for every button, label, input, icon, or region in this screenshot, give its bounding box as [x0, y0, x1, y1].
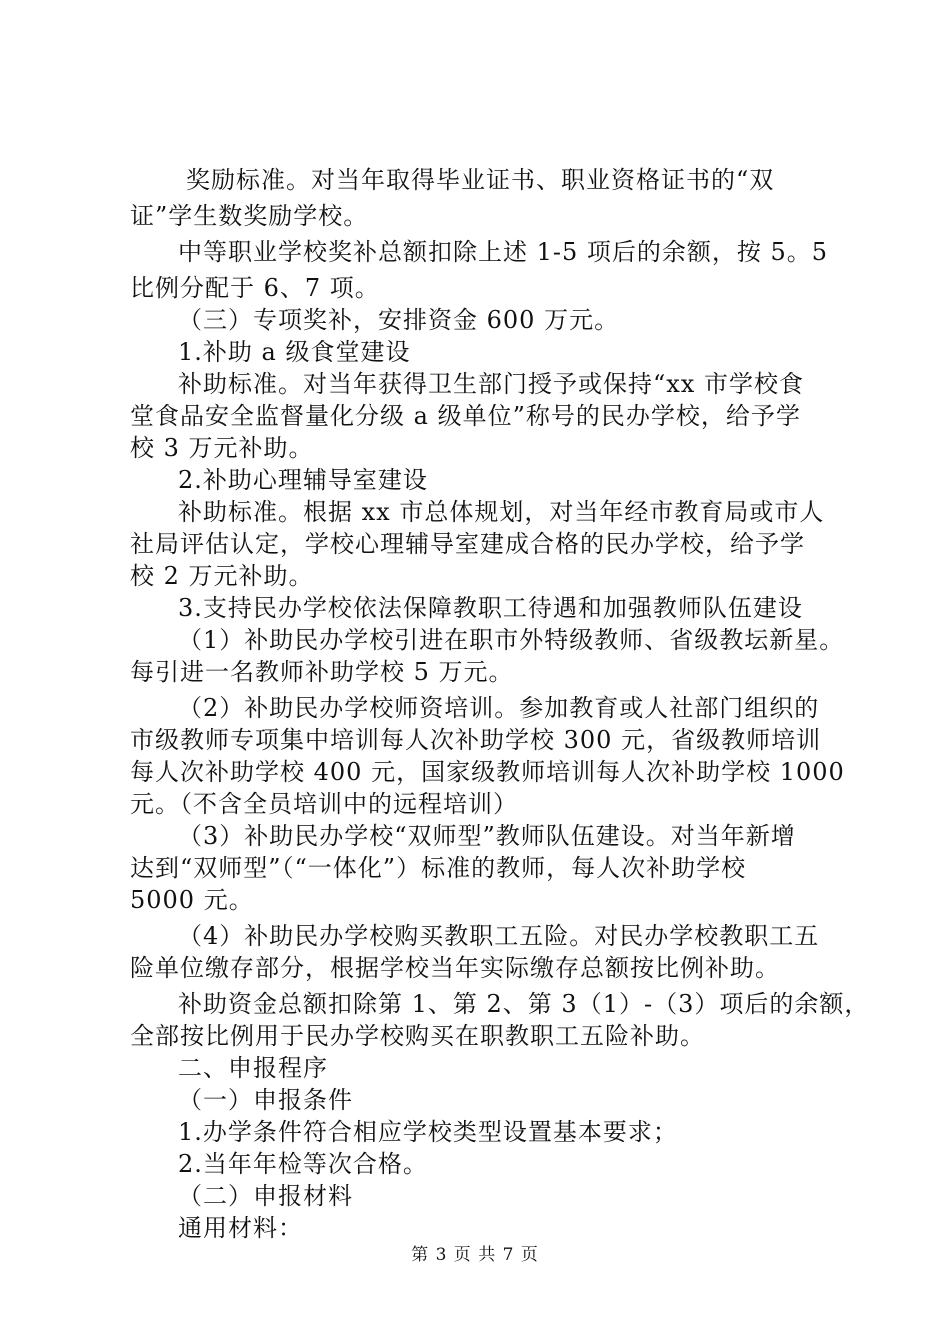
page-number-footer: 第 3 页 共 7 页 — [411, 1245, 539, 1265]
text-line: （1）补助民办学校引进在职市外特级教师、省级教坛新星。 — [178, 626, 845, 654]
text-line: 中等职业学校奖补总额扣除上述 1-5 项后的余额，按 5。5 — [178, 238, 829, 266]
text-line: 校 3 万元补助。 — [130, 434, 314, 462]
text-line: 1.办学条件符合相应学校类型设置基本要求； — [178, 1118, 678, 1146]
text-line: （二）申报材料 — [178, 1182, 353, 1210]
text-line: （3）补助民办学校“双师型”教师队伍建设。对当年新增 — [178, 822, 796, 850]
text-line: 1.补助 a 级食堂建设 — [178, 338, 411, 366]
text-line: 全部按比例用于民办学校购买在职教职工五险补助。 — [130, 1022, 705, 1050]
text-line: 元。（不含全员培训中的远程培训） — [130, 790, 518, 818]
text-line: 每引进一名教师补助学校 5 万元。 — [130, 658, 514, 686]
text-line: 堂食品安全监督量化分级 a 级单位”称号的民办学校，给予学 — [130, 402, 801, 430]
text-line: 二、申报程序 — [178, 1054, 328, 1082]
text-line: （4）补助民办学校购买教职工五险。对民办学校教职工五 — [178, 922, 820, 950]
text-line: 3.支持民办学校依法保障教职工待遇和加强教师队伍建设 — [178, 594, 803, 622]
text-line: 达到“双师型”（“一体化”）标准的教师，每人次补助学校 — [130, 854, 747, 882]
text-line: 奖励标准。对当年取得毕业证书、职业资格证书的“双 — [186, 166, 775, 194]
text-line: 险单位缴存部分，根据学校当年实际缴存总额按比例补助。 — [130, 954, 780, 982]
text-line: 比例分配于 6、7 项。 — [130, 274, 380, 302]
text-line: （一）申报条件 — [178, 1086, 353, 1114]
text-line: 补助标准。对当年获得卫生部门授予或保持“xx 市学校食 — [178, 370, 804, 398]
text-line: 证”学生数奖励学校。 — [130, 202, 369, 230]
text-line: 5000 元。 — [130, 886, 254, 914]
text-line: 每人次补助学校 400 元，国家级教师培训每人次补助学校 1000 — [130, 758, 845, 786]
text-line: 2.当年年检等次合格。 — [178, 1150, 428, 1178]
text-line: （三）专项奖补，安排资金 600 万元。 — [178, 306, 620, 334]
text-line: （2）补助民办学校师资培训。参加教育或人社部门组织的 — [178, 694, 820, 722]
text-line: 补助资金总额扣除第 1、第 2、第 3（1）-（3）项后的余额， — [178, 990, 870, 1018]
text-line: 补助标准。根据 xx 市总体规划，对当年经市教育局或市人 — [178, 498, 825, 526]
text-line: 通用材料： — [178, 1214, 303, 1242]
text-line: 社局评估认定，学校心理辅导室建成合格的民办学校，给予学 — [130, 530, 805, 558]
text-line: 校 2 万元补助。 — [130, 562, 314, 590]
text-line: 2.补助心理辅导室建设 — [178, 466, 428, 494]
text-line: 市级教师专项集中培训每人次补助学校 300 元，省级教师培训 — [130, 726, 822, 754]
